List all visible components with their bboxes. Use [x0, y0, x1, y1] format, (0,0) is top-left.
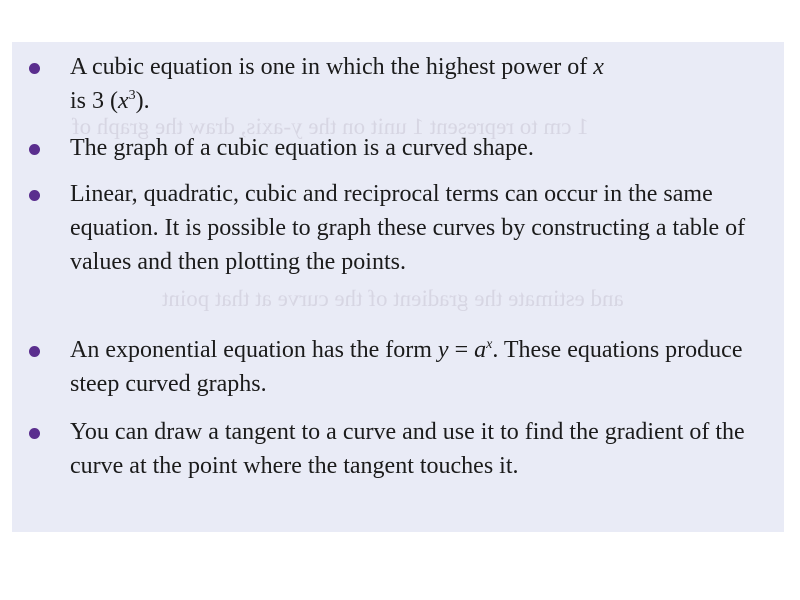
math-variable: a	[474, 337, 487, 363]
bullet-text: The graph of a cubic equation is a curved shape.	[70, 135, 534, 161]
bullet-icon	[29, 144, 40, 155]
math-operator: =	[448, 337, 475, 363]
math-variable: x	[593, 54, 604, 80]
bullet-icon	[29, 428, 40, 439]
bullet-text: Linear, quadratic, cubic and reciprocal terms can occur in the same equation. It is possible to graph these curves by constructing a table of values and then plotting the points.	[70, 181, 746, 275]
math-exponent: 3	[128, 88, 136, 103]
math-exponent: x	[486, 337, 493, 352]
math-variable: x	[118, 88, 129, 114]
bullet-text-segment: is 3 (	[70, 88, 118, 114]
bullet-text-segment: ).	[135, 88, 150, 114]
bleed-through-text: and estimate the gradient of the curve at that point	[162, 286, 624, 311]
bullet-text	[70, 50, 770, 118]
math-variable: y	[437, 337, 449, 363]
bullet-icon	[29, 190, 40, 201]
content-panel	[12, 42, 784, 532]
bullet-text-segment: An exponential equation has the form	[70, 337, 438, 363]
bullet-text-segment: A cubic equation is one in which the highest power of	[70, 54, 594, 80]
bullet-icon	[29, 63, 40, 74]
bullet-text	[70, 333, 770, 401]
bullet-text: You can draw a tangent to a curve and use it to find the gradient of the curve at the point where the tangent touches it.	[70, 419, 745, 479]
bullet-icon	[29, 346, 40, 357]
bullet-text-segment: . These equations produce steep curved graphs.	[70, 337, 743, 397]
bleed-through-text: 1 cm to represent 1 unit on the y-axis, draw the graph of	[72, 114, 589, 139]
